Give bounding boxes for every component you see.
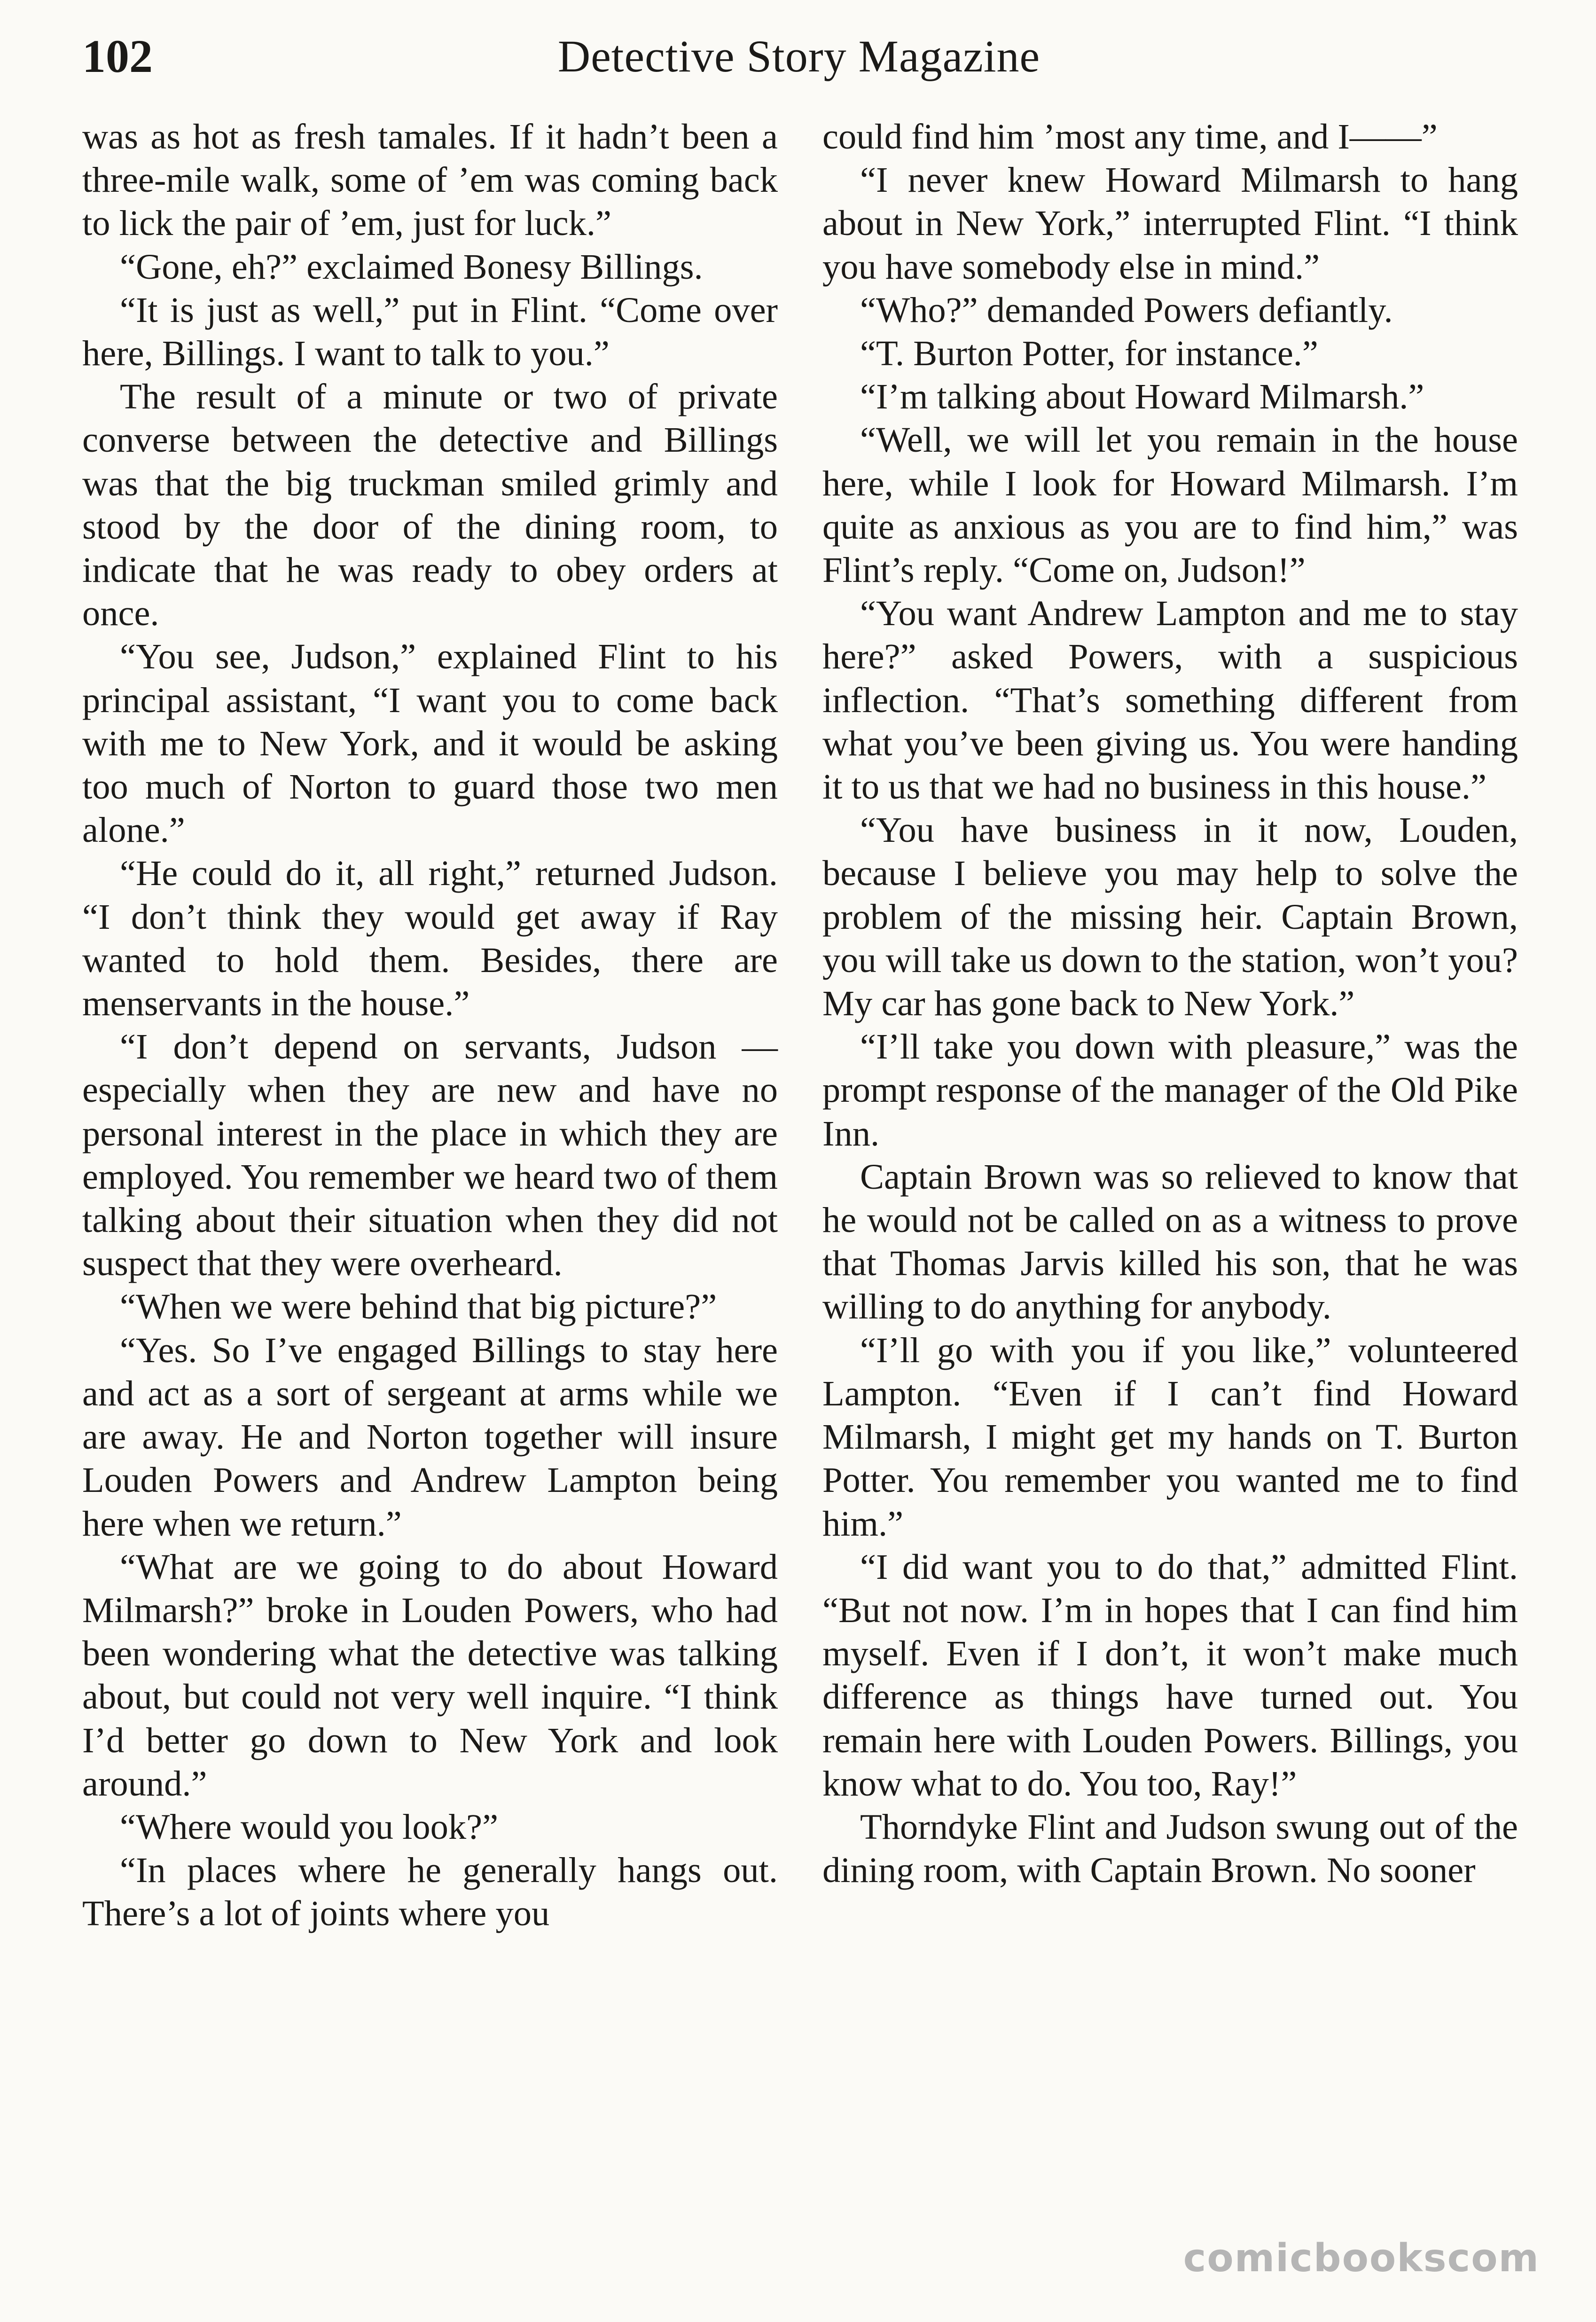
paragraph: “Well, we will let you remain in the house here, while I look for Howard Milmarsh. I’m quite as anxious as you are to find him,” was Flint’s reply. “Come on, Judson!”: [822, 420, 1518, 590]
page-number: 102: [82, 30, 153, 82]
running-title: Detective Story Magazine: [557, 31, 1041, 81]
paragraph: “He could do it, all right,” returned Judson. “I don’t think they would get away if Ray wanted to hold them. Besides, there are menservants in the house.”: [82, 853, 778, 1024]
watermark: comicbookscom: [1183, 2236, 1540, 2281]
paragraph: “I don’t depend on servants, Judson —especially when they are new and have no personal interest in the place in which they are employed. You remember we heard two of them talking about their situation when they did not suspect that they were overheard.: [82, 1027, 778, 1284]
paragraph: “Gone, eh?” exclaimed Bonesy Billings.: [120, 246, 703, 287]
paragraph: Captain Brown was so relieved to know that he would not be called on as a witness to prove that Thomas Jarvis killed his son, that he was willing to do anything for anybody.: [822, 1156, 1518, 1327]
paragraph: “You see, Judson,” explained Flint to his principal assistant, “I want you to come back with me to New York, and it would be asking too much of Norton to guard those two men alone.”: [82, 636, 778, 850]
paragraph: The result of a minute or two of private converse between the detective and Billings was that the big truckman smiled grimly and stood by the door of the dining room, to indicate that he was ready to obey orders at once.: [82, 377, 778, 634]
paragraph: “Yes. So I’ve engaged Billings to stay here and act as a sort of sergeant at arms while we are away. He and Norton together will insure Louden Powers and Andrew Lampton being here when we return.”: [82, 1330, 778, 1544]
paragraph: “In places where he generally hangs out. There’s a lot of joints where you: [82, 1850, 778, 1934]
paragraph: Thorndyke Flint and Judson swung out of the dining room, with Captain Brown. No sooner: [822, 1806, 1518, 1891]
paragraph: “I’m talking about Howard Milmarsh.”: [860, 377, 1424, 417]
page-header: [82, 26, 1516, 96]
left-column: [82, 115, 778, 1936]
paragraph: “I’ll take you down with pleasure,” was the prompt response of the manager of the Old Pike Inn.: [822, 1027, 1518, 1153]
paragraph: “It is just as well,” put in Flint. “Come over here, Billings. I want to talk to you.”: [82, 290, 778, 374]
paragraph: “T. Burton Potter, for instance.”: [860, 333, 1318, 374]
paragraph: “Who?” demanded Powers defiantly.: [860, 290, 1393, 330]
paragraph: “I did want you to do that,” admitted Flint. “But not now. I’m in hopes that I can find him myself. Even if I don’t, it won’t make much difference as things have turned out. You remain here with Louden Powers. Billings, you know what to do. You too, Ray!”: [822, 1546, 1518, 1804]
paragraph: was as hot as fresh tamales. If it hadn’t been a three-mile walk, some of ’em was coming back to lick the pair of ’em, just for luck.”: [82, 117, 778, 243]
paragraph: “I’ll go with you if you like,” volunteered Lampton. “Even if I can’t find Howard Milmarsh, I might get my hands on T. Burton Potter. You remember you wanted me to find him.”: [822, 1330, 1518, 1544]
paragraph: “You have business in it now, Louden, because I believe you may help to solve the problem of the missing heir. Captain Brown, you will take us down to the station, won’t you? My car has gone back to New York.”: [822, 810, 1518, 1024]
paragraph: “I never knew Howard Milmarsh to hang about in New York,” interrupted Flint. “I think you have somebody else in mind.”: [822, 160, 1518, 287]
paragraph: “What are we going to do about Howard Milmarsh?” broke in Louden Powers, who had been wondering what the detective was talking about, but could not very well inquire. “I think I’d better go down to New York and look around.”: [82, 1546, 778, 1804]
paragraph: “Where would you look?”: [120, 1806, 499, 1847]
right-column: [822, 115, 1518, 1892]
paragraph: “When we were behind that big picture?”: [120, 1287, 717, 1327]
paragraph: “You want Andrew Lampton and me to stay here?” asked Powers, with a suspicious inflection. “That’s something different from what you’ve been giving us. You were handing it to us that we had no business in this house.”: [822, 593, 1518, 807]
paragraph: could find him ’most any time, and I——”: [822, 117, 1438, 157]
